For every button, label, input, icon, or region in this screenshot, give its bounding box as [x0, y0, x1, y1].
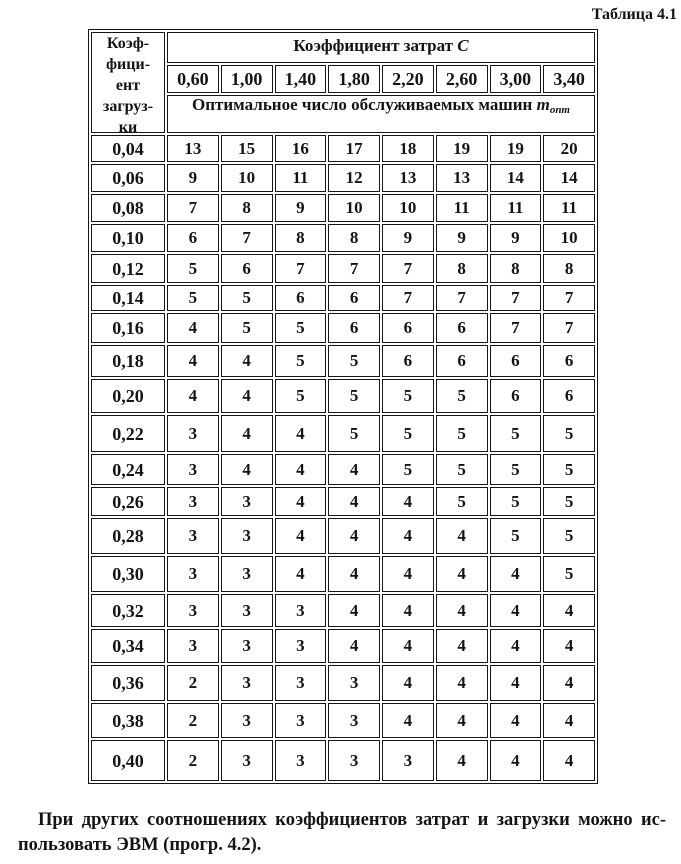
optimal-machines-cell: 7: [221, 224, 273, 252]
optimal-machines-cell: 7: [490, 285, 542, 311]
optimal-machines-cell: 3: [328, 740, 380, 781]
table-row: [91, 164, 595, 192]
optimal-machines-cell: 4: [436, 518, 488, 554]
table-row: [91, 594, 595, 627]
optimal-machines-cell: 5: [382, 379, 434, 413]
optimal-machines-cell: 5: [382, 454, 434, 485]
optimal-machines-cell: 5: [490, 415, 542, 452]
load-coefficient-cell: 0,30: [91, 556, 165, 592]
cost-value-header: 0,60: [167, 65, 219, 93]
optimal-machines-cell: 19: [490, 135, 542, 162]
load-coefficient-cell: 0,36: [91, 665, 165, 701]
load-coefficient-header-line: загруз-: [102, 98, 154, 115]
optimal-machines-cell: 2: [167, 740, 219, 781]
optimal-machines-cell: 4: [543, 594, 595, 627]
table-row: [91, 629, 595, 663]
optimal-machines-cell: 7: [543, 285, 595, 311]
table-row: [91, 454, 595, 485]
load-coefficient-cell: 0,28: [91, 518, 165, 554]
optimal-machines-cell: 3: [382, 740, 434, 781]
optimal-machines-cell: 13: [436, 164, 488, 192]
load-coefficient-cell: 0,06: [91, 164, 165, 192]
optimal-machines-cell: 5: [221, 313, 273, 343]
optimal-machines-cell: 7: [436, 285, 488, 311]
optimal-machines-cell: 4: [543, 629, 595, 663]
optimal-machines-symbol: m: [536, 95, 550, 114]
table-row: [91, 345, 595, 377]
optimal-machines-cell: 7: [382, 254, 434, 283]
optimal-machines-cell: 3: [167, 487, 219, 516]
cost-value-header: 3,00: [490, 65, 542, 93]
load-coefficient-header-line: ент: [115, 77, 141, 94]
cost-value-header: 2,60: [436, 65, 488, 93]
optimal-machines-cell: 4: [382, 594, 434, 627]
load-coefficient-cell: 0,26: [91, 487, 165, 516]
optimal-machines-cell: 7: [328, 254, 380, 283]
table-row: [91, 135, 595, 162]
optimal-machines-cell: 4: [382, 703, 434, 738]
load-coefficient-cell: 0,24: [91, 454, 165, 485]
optimal-machines-cell: 5: [543, 415, 595, 452]
optimal-machines-cell: 6: [382, 345, 434, 377]
optimal-machines-cell: 8: [275, 224, 327, 252]
optimal-machines-cell: 6: [275, 285, 327, 311]
optimal-machines-cell: 3: [221, 665, 273, 701]
cost-coefficient-title: Коэффициент затрат: [293, 35, 453, 55]
optimal-machines-cell: 4: [328, 487, 380, 516]
optimal-machines-cell: 5: [382, 415, 434, 452]
optimal-machines-cell: 4: [490, 665, 542, 701]
optimal-machines-cell: 7: [543, 313, 595, 343]
optimal-machines-cell: 5: [543, 518, 595, 554]
optimal-machines-cell: 5: [543, 487, 595, 516]
load-coefficient-cell: 0,18: [91, 345, 165, 377]
optimal-machines-cell: 4: [167, 313, 219, 343]
header-row-cost-values: [91, 65, 595, 93]
optimal-machines-cell: 2: [167, 665, 219, 701]
optimal-machines-cell: 4: [167, 379, 219, 413]
load-coefficient-header-line: фици-: [105, 56, 151, 73]
optimal-machines-cell: 4: [275, 518, 327, 554]
header-row-result-title: [91, 95, 595, 133]
optimal-machines-cell: 9: [382, 224, 434, 252]
optimal-machines-cell: 5: [543, 454, 595, 485]
optimal-machines-cell: 4: [328, 454, 380, 485]
optimal-machines-cell: 4: [382, 629, 434, 663]
optimal-machines-title: Оптимальное число обслуживаемых машин: [192, 95, 533, 114]
optimal-machines-cell: 5: [328, 345, 380, 377]
optimal-machines-cell: 3: [167, 629, 219, 663]
table-row: [91, 285, 595, 311]
optimal-machines-cell: 4: [167, 345, 219, 377]
optimal-machines-cell: 5: [275, 345, 327, 377]
optimal-machines-cell: 4: [221, 379, 273, 413]
optimal-machines-cell: 9: [490, 224, 542, 252]
optimal-machines-cell: 7: [275, 254, 327, 283]
optimal-machines-cell: 5: [167, 254, 219, 283]
optimal-machines-cell: 4: [328, 556, 380, 592]
load-coefficient-header-line: ки: [118, 119, 138, 132]
optimal-machines-cell: 4: [436, 556, 488, 592]
optimal-machines-cell: 5: [543, 556, 595, 592]
optimal-machines-cell: 4: [382, 518, 434, 554]
optimal-machines-cell: 3: [167, 594, 219, 627]
load-coefficient-header-text: [92, 33, 164, 132]
optimal-machines-cell: 12: [328, 164, 380, 192]
optimal-machines-cell: 4: [490, 594, 542, 627]
optimal-machines-cell: 7: [490, 313, 542, 343]
load-coefficient-cell: 0,14: [91, 285, 165, 311]
optimal-machines-cell: 4: [490, 703, 542, 738]
optimal-machines-cell: 4: [328, 594, 380, 627]
optimal-machines-cell: 20: [543, 135, 595, 162]
optimal-machines-cell: 5: [490, 487, 542, 516]
optimal-machines-subscript: опт: [549, 104, 570, 116]
optimal-machines-cell: 11: [490, 194, 542, 222]
load-coefficient-cell: 0,40: [91, 740, 165, 781]
optimal-machines-cell: 3: [275, 703, 327, 738]
optimal-machines-cell: 3: [275, 740, 327, 781]
optimal-machines-cell: 4: [436, 629, 488, 663]
optimal-machines-cell: 4: [382, 665, 434, 701]
load-coefficient-header: [91, 32, 165, 133]
table-row: [91, 194, 595, 222]
table-caption: Таблица 4.1: [591, 6, 677, 23]
optimal-machines-cell: 4: [436, 594, 488, 627]
optimal-machines-cell: 14: [490, 164, 542, 192]
table-header: [91, 32, 595, 133]
optimal-machines-cell: 13: [167, 135, 219, 162]
optimal-machines-cell: 6: [490, 345, 542, 377]
optimal-machines-cell: 2: [167, 703, 219, 738]
optimal-machines-cell: 4: [436, 665, 488, 701]
optimal-machines-cell: 8: [328, 224, 380, 252]
optimal-machines-cell: 4: [490, 556, 542, 592]
optimal-machines-cell: 6: [328, 313, 380, 343]
optimal-machines-cell: 5: [328, 379, 380, 413]
optimal-machines-cell: 3: [167, 415, 219, 452]
header-row-cost-title: [91, 32, 595, 63]
table-row: [91, 556, 595, 592]
optimal-machines-cell: 3: [221, 740, 273, 781]
cost-coefficient-header: [167, 32, 595, 63]
load-coefficient-cell: 0,34: [91, 629, 165, 663]
optimal-machines-cell: 4: [382, 556, 434, 592]
optimal-machines-cell: 6: [543, 379, 595, 413]
cost-value-header: 1,40: [275, 65, 327, 93]
optimal-machines-cell: 8: [221, 194, 273, 222]
optimal-machines-cell: 9: [436, 224, 488, 252]
optimal-machines-cell: 11: [543, 194, 595, 222]
optimal-machines-cell: 14: [543, 164, 595, 192]
optimal-machines-cell: 4: [221, 415, 273, 452]
optimal-machines-cell: 4: [275, 487, 327, 516]
table-row: [91, 740, 595, 781]
optimal-machines-cell: 3: [275, 629, 327, 663]
optimal-machines-cell: 4: [490, 629, 542, 663]
table-body: [91, 135, 595, 781]
load-coefficient-cell: 0,10: [91, 224, 165, 252]
load-coefficient-header-line: Коэф-: [106, 35, 150, 52]
optimal-machines-cell: 6: [543, 345, 595, 377]
table-row: [91, 254, 595, 283]
optimal-machines-cell: 5: [436, 379, 488, 413]
optimal-machines-cell: 11: [275, 164, 327, 192]
cost-value-header: 1,80: [328, 65, 380, 93]
table-row: [91, 665, 595, 701]
optimal-machines-cell: 3: [221, 556, 273, 592]
optimal-machines-cell: 3: [167, 518, 219, 554]
optimal-machines-cell: 4: [275, 454, 327, 485]
optimal-machines-cell: 16: [275, 135, 327, 162]
optimal-machines-cell: 4: [382, 487, 434, 516]
table-row: [91, 313, 595, 343]
optimal-machines-cell: 4: [490, 740, 542, 781]
optimal-machines-cell: 3: [221, 518, 273, 554]
optimal-machines-cell: 5: [436, 454, 488, 485]
optimal-machines-cell: 3: [328, 703, 380, 738]
paragraph-line: При других соотношениях коэффициентов затрат и загрузки можно ис-: [38, 810, 666, 830]
optimal-machines-cell: 3: [167, 454, 219, 485]
optimal-machines-cell: 9: [167, 164, 219, 192]
optimal-machines-cell: 5: [167, 285, 219, 311]
optimal-machines-cell: 4: [221, 454, 273, 485]
optimal-machines-cell: 8: [543, 254, 595, 283]
load-coefficient-cell: 0,16: [91, 313, 165, 343]
optimal-machines-cell: 3: [328, 665, 380, 701]
optimal-machines-cell: 4: [436, 740, 488, 781]
cost-value-header: 2,20: [382, 65, 434, 93]
load-coefficient-cell: 0,38: [91, 703, 165, 738]
cost-value-header: 3,40: [543, 65, 595, 93]
optimal-machines-cell: 5: [328, 415, 380, 452]
optimal-machines-cell: 8: [490, 254, 542, 283]
optimal-machines-cell: 6: [490, 379, 542, 413]
optimal-machines-cell: 4: [221, 345, 273, 377]
optimal-machines-cell: 4: [328, 629, 380, 663]
optimal-machines-cell: 4: [543, 665, 595, 701]
optimal-machines-cell: 3: [221, 629, 273, 663]
optimal-machines-cell: 5: [436, 415, 488, 452]
optimal-machines-cell: 13: [382, 164, 434, 192]
table-row: [91, 379, 595, 413]
optimal-machines-cell: 6: [436, 345, 488, 377]
optimal-machines-cell: 4: [328, 518, 380, 554]
table-row: [91, 224, 595, 252]
table-row: [91, 415, 595, 452]
optimal-machines-cell: 19: [436, 135, 488, 162]
optimal-machines-cell: 5: [275, 313, 327, 343]
optimal-machines-cell: 3: [167, 556, 219, 592]
optimal-machines-cell: 11: [436, 194, 488, 222]
optimal-machines-cell: 3: [275, 665, 327, 701]
optimal-machines-cell: 5: [436, 487, 488, 516]
optimal-machines-cell: 3: [221, 594, 273, 627]
optimal-machines-cell: 3: [275, 594, 327, 627]
optimal-machines-cell: 17: [328, 135, 380, 162]
optimal-machines-cell: 6: [167, 224, 219, 252]
cost-value-header: 1,00: [221, 65, 273, 93]
cost-coefficient-symbol: C: [457, 35, 469, 55]
optimal-machines-cell: 10: [328, 194, 380, 222]
optimal-machines-cell: 5: [221, 285, 273, 311]
optimal-machines-cell: 4: [275, 556, 327, 592]
optimal-machines-cell: 10: [543, 224, 595, 252]
optimal-machines-cell: 4: [543, 740, 595, 781]
optimal-machines-cell: 6: [328, 285, 380, 311]
body-paragraph: [18, 808, 666, 858]
optimal-machines-cell: 6: [436, 313, 488, 343]
load-coefficient-cell: 0,20: [91, 379, 165, 413]
optimal-machines-cell: 9: [275, 194, 327, 222]
optimal-machines-cell: 5: [490, 454, 542, 485]
table-row: [91, 518, 595, 554]
optimal-machines-cell: 3: [221, 703, 273, 738]
optimal-machines-table: [88, 29, 598, 784]
optimal-machines-header: [167, 95, 595, 133]
optimal-machines-cell: 10: [382, 194, 434, 222]
load-coefficient-cell: 0,04: [91, 135, 165, 162]
optimal-machines-cell: 5: [275, 379, 327, 413]
paragraph-line: пользовать ЭВМ (прогр. 4.2).: [18, 835, 262, 855]
optimal-machines-cell: 5: [490, 518, 542, 554]
optimal-machines-cell: 8: [436, 254, 488, 283]
optimal-machines-cell: 6: [221, 254, 273, 283]
optimal-machines-cell: 3: [221, 487, 273, 516]
optimal-machines-cell: 18: [382, 135, 434, 162]
table-row: [91, 487, 595, 516]
optimal-machines-cell: 6: [382, 313, 434, 343]
optimal-machines-cell: 10: [221, 164, 273, 192]
optimal-machines-cell: 4: [436, 703, 488, 738]
optimal-machines-cell: 4: [275, 415, 327, 452]
table-row: [91, 703, 595, 738]
optimal-machines-cell: 7: [167, 194, 219, 222]
load-coefficient-cell: 0,08: [91, 194, 165, 222]
optimal-machines-cell: 7: [382, 285, 434, 311]
load-coefficient-cell: 0,12: [91, 254, 165, 283]
optimal-machines-cell: 15: [221, 135, 273, 162]
load-coefficient-cell: 0,32: [91, 594, 165, 627]
optimal-machines-cell: 4: [543, 703, 595, 738]
load-coefficient-cell: 0,22: [91, 415, 165, 452]
